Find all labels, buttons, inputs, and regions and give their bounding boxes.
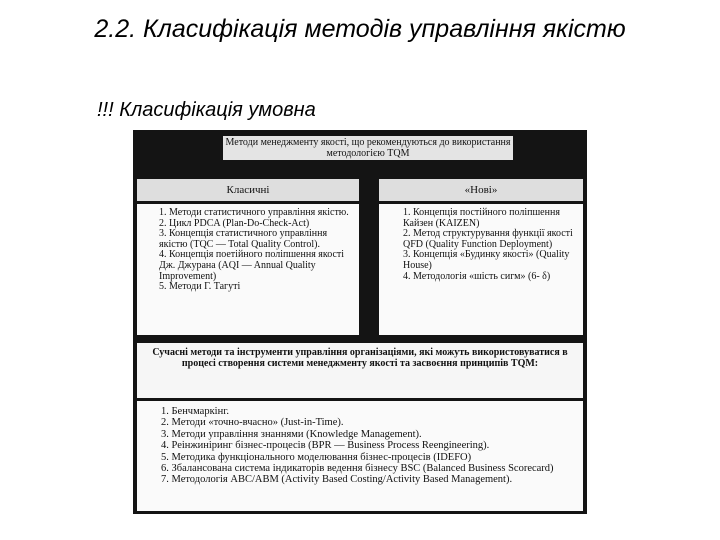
list-item: 6. Збалансована система індикаторів ведення бізнесу BSC (Balanced Business Scorecard) xyxy=(161,463,554,475)
slide-title: 2.2. Класифікація методів управління якістю xyxy=(94,15,626,43)
diagram-header: Методи менеджменту якості, що рекомендуються до використання методологією TQM xyxy=(223,136,513,160)
new-methods-list xyxy=(379,204,583,335)
classification-diagram xyxy=(133,130,587,514)
list-item: 7. Методологія ABC/ABM (Activity Based Costing/Activity Based Management). xyxy=(161,474,513,486)
list-item: 4. Концепція поетійного поліпшення якості Дж. Джурана (AQI — Annual Quality Improvement) xyxy=(159,249,345,282)
list-item: 3. Концепція статистичного управління якістю (TQC — Total Quality Control). xyxy=(159,228,328,250)
modern-methods-list xyxy=(137,401,583,511)
new-methods-heading: «Нові» xyxy=(379,179,583,201)
list-item: 5. Методи Г. Тагуті xyxy=(159,281,241,293)
list-item: 1. Бенчмаркінг. xyxy=(161,406,229,417)
classic-methods-list xyxy=(137,204,359,335)
list-item: 1. Концепція постійного поліпшення Кайзен (KAIZEN) xyxy=(403,207,560,229)
list-item: 3. Методи управління знаннями (Knowledge Management). xyxy=(161,428,422,440)
list-item: 2. Методи «точно-вчасно» (Just-in-Time). xyxy=(161,417,344,429)
list-item: 2. Цикл PDCA (Plan-Do-Check-Act) xyxy=(159,217,310,229)
classic-methods-heading: Класичні xyxy=(137,179,359,201)
list-item: 2. Метод структурування функції якості QFD (Quality Function Deployment) xyxy=(403,228,573,250)
list-item: 4. Реінжиніринг бізнес-процесів (BPR — Business Process Reengineering). xyxy=(161,440,490,452)
modern-methods-heading: Сучасні методи та інструменти управління організаціями, які можуть використовуватися в процесі створення системи менеджменту якості та засвоєння принципів TQM: xyxy=(137,343,583,398)
list-item: 1. Методи статистичного управління якістю. xyxy=(159,207,349,218)
list-item: 4. Методологія «шість сигм» (6- δ) xyxy=(403,270,551,282)
slide-subtitle: !!! Класифікація умовна xyxy=(97,99,316,121)
list-item: 5. Методика функціонального моделювання бізнес-процесів (IDEFO) xyxy=(161,451,472,463)
list-item: 3. Концепція «Будинку якості» (Quality House) xyxy=(403,249,570,271)
